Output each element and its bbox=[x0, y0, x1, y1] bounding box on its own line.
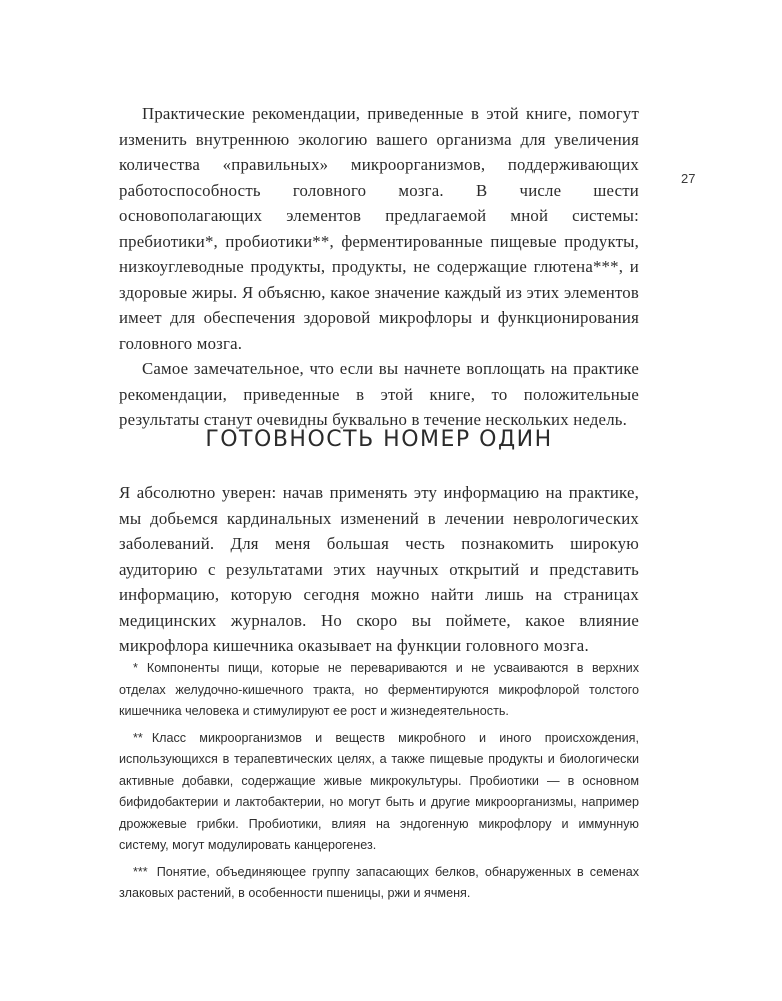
footnote-text: Компоненты пищи, которые не перевариваются и не усваиваются в верхних отделах желудочно-кишечного тракта, но ферментируются микрофлорой толстого кишечника человека и стимулируют ее рост и жизнедеятельность. bbox=[119, 661, 639, 718]
page-number: 27 bbox=[681, 171, 696, 186]
footnote-gluten bbox=[119, 862, 639, 905]
footnote-text: Класс микроорганизмов и веществ микробного и иного происхождения, использующихся в терапевтических целях, а также пищевые продукты и биологически активные добавки, содержащие живые микрокультуры. Пробиотики — в основном бифидобактерии и лактобактерии, но могут быть и другие микроорганизмы, например дрожжевые грибки. Пробиотики, влияя на эндогенную микрофлору и иммунную систему, могут модулировать канцерогенез. bbox=[119, 730, 639, 852]
paragraph-confidence: Я абсолютно уверен: начав применять эту информацию на практике, мы добьемся кардинальных изменений в лечении неврологических заболеваний. Для меня большая честь познакомить широкую аудиторию с результатами этих научных открытий и представить информацию, которую сегодня можно найти лишь на страницах медицинских журналов. Но скоро вы поймете, какое влияние микрофлора кишечника оказывает на функции головного мозга. bbox=[119, 483, 639, 655]
footnote-mark: ** bbox=[133, 730, 143, 745]
footnote-prebiotics bbox=[119, 658, 639, 723]
footnotes bbox=[119, 658, 639, 910]
intro-paragraphs bbox=[119, 101, 639, 433]
footnote-text: Понятие, объединяющее группу запасающих белков, обнаруженных в семенах злаковых растений, в особенности пшеницы, ржи и ячменя. bbox=[119, 864, 639, 900]
footnote-probiotics bbox=[119, 728, 639, 857]
paragraph-results: Самое замечательное, что если вы начнете воплощать на практике рекомендации, приведенные в этой книге, то положительные результаты станут очевидны буквально в течение нескольких недель. bbox=[119, 359, 639, 429]
paragraph-recommendations: Практические рекомендации, приведенные в этой книге, помогут изменить внутреннюю экологию вашего организма для увеличения количества «правильных» микроорганизмов, поддерживающих работоспособность головного мозга. В числе шести основополагающих элементов предлагаемой мной системы: пребиотики*, пробиотики**, ферментированные пищевые продукты, низкоуглеводные продукты, продукты, не содержащие глютена***, и здоровые жиры. Я объясню, какое значение каждый из этих элементов имеет для обеспечения здоровой микрофлоры и функционирования головного мозга. bbox=[119, 104, 639, 353]
footnote-mark: *** bbox=[133, 864, 148, 879]
section-body bbox=[119, 480, 639, 659]
section-heading: ГОТОВНОСТЬ НОМЕР ОДИН bbox=[205, 427, 553, 452]
footnote-mark: * bbox=[133, 661, 138, 675]
